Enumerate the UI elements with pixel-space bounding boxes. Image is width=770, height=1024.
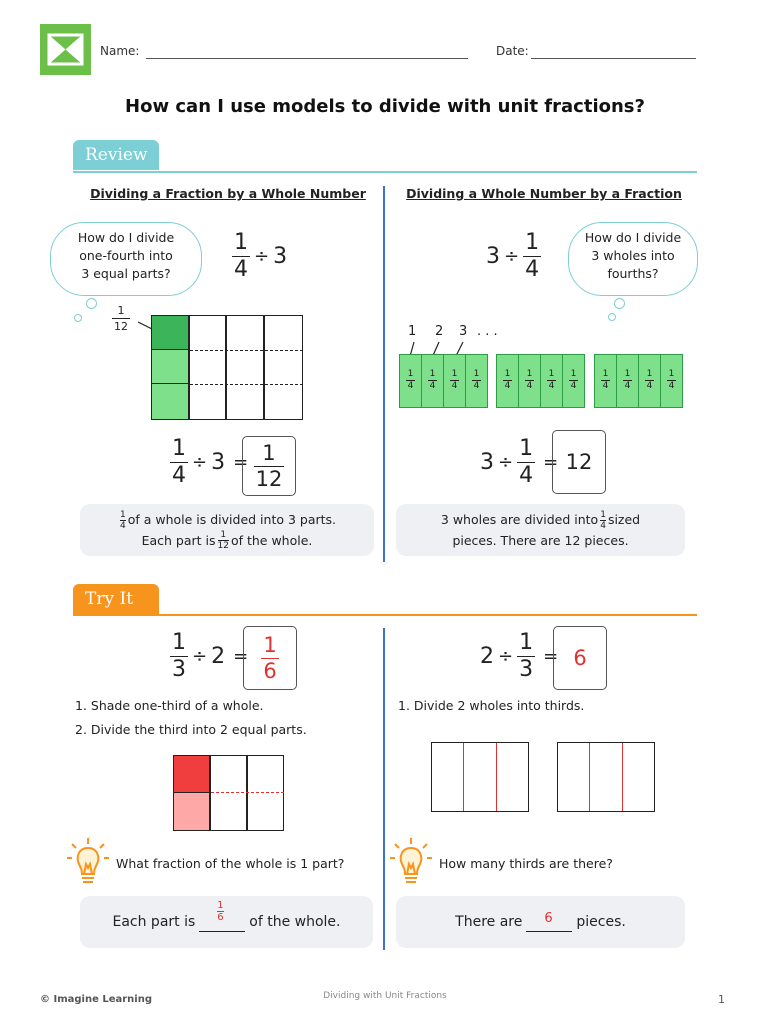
cloud-line: fourths? bbox=[607, 266, 659, 281]
fourth-strip bbox=[465, 354, 488, 408]
lightbulb-icon bbox=[66, 836, 110, 892]
right-review-note: 3 wholes are divided into $\frac{1}{4}$ sized pieces. There are 12 pieces. bbox=[396, 504, 685, 556]
cloud-line: one-fourth into bbox=[79, 248, 173, 263]
step-text: 1. Shade one-third of a whole. bbox=[75, 698, 264, 713]
step-text: 1. Divide 2 wholes into thirds. bbox=[398, 698, 585, 713]
try-right-question: How many thirds are there? bbox=[439, 856, 613, 871]
strip-fraction-num: 1 bbox=[646, 369, 653, 379]
try-right-whole-2 bbox=[557, 742, 655, 812]
thought-bubble-dot bbox=[74, 314, 82, 322]
count-label: 1 bbox=[408, 324, 417, 339]
name-label: Name: bbox=[100, 44, 140, 58]
thought-bubble-dot bbox=[614, 298, 625, 309]
strip-fraction-num: 1 bbox=[548, 369, 555, 379]
left-review-model bbox=[151, 315, 303, 420]
right-heading: Dividing a Whole Number by a Fraction bbox=[406, 186, 682, 201]
try-left-answer-blank[interactable]: 1 6 bbox=[199, 913, 245, 932]
strip-fraction-num: 1 bbox=[526, 369, 533, 379]
strip-fraction-num: 1 bbox=[624, 369, 631, 379]
right-review-model bbox=[399, 354, 689, 408]
fourth-strip bbox=[540, 354, 563, 408]
fourth-strip bbox=[562, 354, 585, 408]
cloud-line: How do I divide bbox=[584, 230, 682, 245]
cloud-line: 3 equal parts? bbox=[81, 266, 171, 281]
strip-fraction-den: 4 bbox=[668, 381, 675, 391]
date-field[interactable] bbox=[531, 58, 696, 59]
try-right-steps bbox=[398, 694, 584, 718]
strip-fraction-den: 4 bbox=[526, 381, 533, 391]
strip-fraction-den: 4 bbox=[624, 381, 631, 391]
fourth-strip bbox=[496, 354, 519, 408]
count-label: . . . bbox=[477, 324, 498, 339]
cloud-line: 3 wholes into bbox=[591, 248, 675, 263]
strip-fraction-num: 1 bbox=[451, 369, 458, 379]
strip-fraction-den: 4 bbox=[548, 381, 555, 391]
try-left-model bbox=[173, 755, 284, 831]
lightbulb-icon bbox=[389, 836, 433, 892]
try-left-equation: $\frac{1}{3}$ ÷ 2 = bbox=[172, 630, 249, 682]
strip-fraction-den: 4 bbox=[602, 381, 609, 391]
strip-fraction-den: 4 bbox=[429, 381, 436, 391]
thought-bubble-dot bbox=[608, 313, 616, 321]
page-number: 1 bbox=[718, 993, 725, 1006]
count-label: 2 bbox=[435, 324, 444, 339]
try-left-question: What fraction of the whole is 1 part? bbox=[116, 856, 345, 871]
left-equation: $\frac{1}{4}$ ÷ 3 = bbox=[172, 436, 249, 488]
name-field[interactable] bbox=[146, 58, 468, 59]
footer-title: Dividing with Unit Fractions bbox=[323, 991, 447, 1001]
strip-fraction-den: 4 bbox=[407, 381, 414, 391]
fourth-strip bbox=[399, 354, 422, 408]
strip-fraction-num: 1 bbox=[407, 369, 414, 379]
date-label: Date: bbox=[496, 44, 529, 58]
right-thought-cloud bbox=[568, 222, 698, 296]
strip-fraction-den: 4 bbox=[473, 381, 480, 391]
fourth-strip bbox=[660, 354, 683, 408]
strip-fraction-den: 4 bbox=[504, 381, 511, 391]
left-thought-cloud bbox=[50, 222, 202, 296]
strip-fraction-den: 4 bbox=[451, 381, 458, 391]
count-label: 3 bbox=[459, 324, 468, 339]
strip-fraction-num: 1 bbox=[602, 369, 609, 379]
strip-fraction-den: 4 bbox=[570, 381, 577, 391]
right-answer-box: 12 bbox=[552, 430, 606, 494]
footer-copyright: © Imagine Learning bbox=[40, 994, 152, 1005]
review-divider bbox=[383, 186, 385, 562]
fourth-strip bbox=[638, 354, 661, 408]
try-right-answer-box[interactable]: 6 bbox=[553, 626, 607, 690]
review-tab: Review bbox=[73, 140, 159, 170]
try-right-answer-blank[interactable]: 6 bbox=[526, 913, 572, 932]
imagine-learning-logo bbox=[40, 24, 91, 75]
left-heading: Dividing a Fraction by a Whole Number bbox=[90, 186, 366, 201]
left-review-note: $\frac{1}{4}$ of a whole is divided into 3 parts. Each part is $\frac{1}{12}$ of the whole. bbox=[80, 504, 374, 556]
try-it-rule bbox=[73, 614, 697, 616]
try-it-tab: Try It bbox=[73, 584, 159, 614]
strip-fraction-num: 1 bbox=[504, 369, 511, 379]
review-rule bbox=[73, 171, 697, 173]
try-it-divider bbox=[383, 628, 385, 950]
strip-fraction-num: 1 bbox=[473, 369, 480, 379]
step-text: 2. Divide the third into 2 equal parts. bbox=[75, 722, 307, 737]
try-right-equation: 2 ÷ $\frac{1}{3}$ = bbox=[480, 630, 559, 682]
fourth-strip bbox=[518, 354, 541, 408]
left-answer-box: $\frac{1}{12}$ bbox=[242, 436, 296, 496]
try-right-whole-1 bbox=[431, 742, 529, 812]
right-equation: 3 ÷ $\frac{1}{4}$ = bbox=[480, 436, 559, 488]
strip-fraction-den: 4 bbox=[646, 381, 653, 391]
try-right-answer-note: There are 6 pieces. bbox=[396, 896, 685, 948]
strip-fraction-num: 1 bbox=[570, 369, 577, 379]
left-problem: $\frac{1}{4}$ ÷ 3 bbox=[234, 230, 288, 282]
fourth-strip bbox=[616, 354, 639, 408]
try-left-steps bbox=[75, 694, 307, 742]
fourth-strip bbox=[421, 354, 444, 408]
right-problem: 3 ÷ $\frac{1}{4}$ bbox=[486, 230, 540, 282]
model-fraction-label: $\frac{1}{12}$ bbox=[114, 304, 128, 333]
cloud-line: How do I divide bbox=[77, 230, 175, 245]
fourth-strip bbox=[594, 354, 617, 408]
strip-fraction-num: 1 bbox=[668, 369, 675, 379]
thought-bubble-dot bbox=[86, 298, 97, 309]
try-left-answer-note: Each part is 1 6 of the whole. bbox=[80, 896, 373, 948]
strip-fraction-num: 1 bbox=[429, 369, 436, 379]
try-left-answer-box[interactable]: $\frac{1}{6}$ bbox=[243, 626, 297, 690]
fourth-strip bbox=[443, 354, 466, 408]
page-title: How can I use models to divide with unit fractions? bbox=[125, 96, 645, 117]
